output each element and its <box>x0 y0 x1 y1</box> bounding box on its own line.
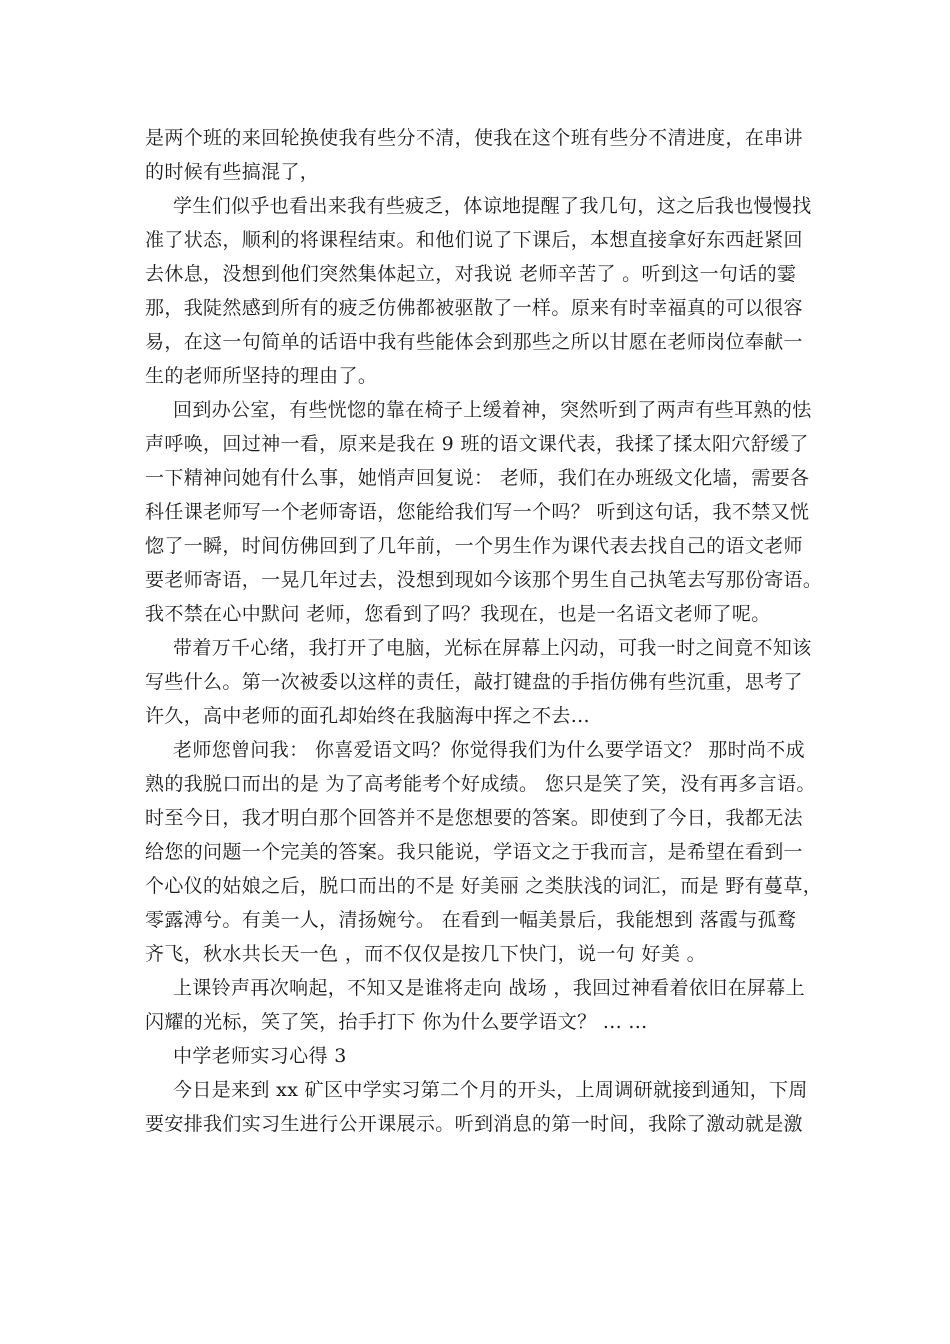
text-line: 是两个班的来回轮换使我有些分不清，使我在这个班有些分不清进度，在串讲 <box>145 127 803 149</box>
paragraph-start-line: 带着万千心绪，我打开了电脑，光标在屏幕上闪动，可我一时之间竟不知该 <box>173 637 812 659</box>
text-line: 易，在这一句简单的话语中我有些能体会到那些之所以甘愿在老师岗位奉献一 <box>145 331 803 353</box>
paragraph-start-line: 回到办公室，有些恍惚的靠在椅子上缓着神，突然听到了两声有些耳熟的怯 <box>173 399 812 421</box>
text-line: 去休息，没想到他们突然集体起立，对我说 老师辛苦了 。听到这一句话的霎 <box>145 263 797 285</box>
paragraph-start-line: 老师您曾问我： 你喜爱语文吗？你觉得我们为什么要学语文？ 那时尚不成 <box>173 739 805 761</box>
text-line: 熟的我脱口而出的是 为了高考能考个好成绩。 您只是笑了笑，没有再多言语。 <box>145 773 816 795</box>
text-line: 写些什么。第一次被委以这样的责任，敲打键盘的手指仿佛有些沉重，思考了 <box>145 671 803 693</box>
document-body <box>145 121 823 1141</box>
text-line: 我不禁在心中默问 老师，您看到了吗？我现在，也是一名语文老师了呢。 <box>145 603 771 625</box>
paragraph-start-line: 学生们似乎也看出来我有些疲乏，体谅地提醒了我几句，这之后我也慢慢找 <box>173 195 812 217</box>
text-line: 惚了一瞬，时间仿佛回到了几年前，一个男生作为课代表去找自己的语文老师 <box>145 535 803 557</box>
text-line: 的时候有些搞混了， <box>145 161 320 183</box>
text-line: 个心仪的姑娘之后，脱口而出的不是 好美丽 之类肤浅的词汇，而是 野有蔓草， <box>145 875 823 897</box>
text-line: 声呼唤，回过神一看，原来是我在 9 班的语文课代表，我揉了揉太阳穴舒缓了 <box>145 433 809 455</box>
text-line: 许久，高中老师的面孔却始终在我脑海中挥之不去... <box>145 705 590 727</box>
text-line: 一下精神问她有什么事，她悄声回复说： 老师，我们在办班级文化墙，需要各 <box>145 467 810 489</box>
text-line: 要老师寄语，一晃几年过去，没想到现如今该那个男生自己执笔去写那份寄语。 <box>145 569 823 591</box>
section-heading: 中学老师实习心得 3 <box>173 1045 347 1067</box>
text-line: 生的老师所坚持的理由了。 <box>145 365 378 387</box>
text-line: 给您的问题一个完美的答案。我只能说，学语文之于我而言，是希望在看到一 <box>145 841 803 863</box>
text-line: 要安排我们实习生进行公开课展示。听到消息的第一时间，我除了激动就是激 <box>145 1113 803 1135</box>
paragraph-start-line: 上课铃声再次响起，不知又是谁将走向 战场 ，我回过神看着依旧在屏幕上 <box>173 977 805 999</box>
text-line: 齐飞，秋水共长天一色 ，而不仅仅是按几下快门，说一句 好美 。 <box>145 943 706 965</box>
text-line: 科任课老师写一个老师寄语，您能给我们写一个吗？ 听到这句话，我不禁又恍 <box>145 501 810 523</box>
paragraph-start-line: 今日是来到 xx 矿区中学实习第二个月的开头，上周调研就接到通知，下周 <box>173 1079 808 1101</box>
text-line: 零露溥兮。有美一人，清扬婉兮。 在看到一幅美景后，我能想到 落霞与孤鹜 <box>145 909 797 931</box>
text-line: 那，我陡然感到所有的疲乏仿佛都被驱散了一样。原来有时幸福真的可以很容 <box>145 297 803 319</box>
text-line: 闪耀的光标，笑了笑，抬手打下 你为什么要学语文？ ... ... <box>145 1011 648 1033</box>
text-line: 时至今日，我才明白那个回答并不是您想要的答案。即使到了今日，我都无法 <box>145 807 803 829</box>
text-line: 准了状态，顺利的将课程结束。和他们说了下课后，本想直接拿好东西赶紧回 <box>145 229 803 251</box>
